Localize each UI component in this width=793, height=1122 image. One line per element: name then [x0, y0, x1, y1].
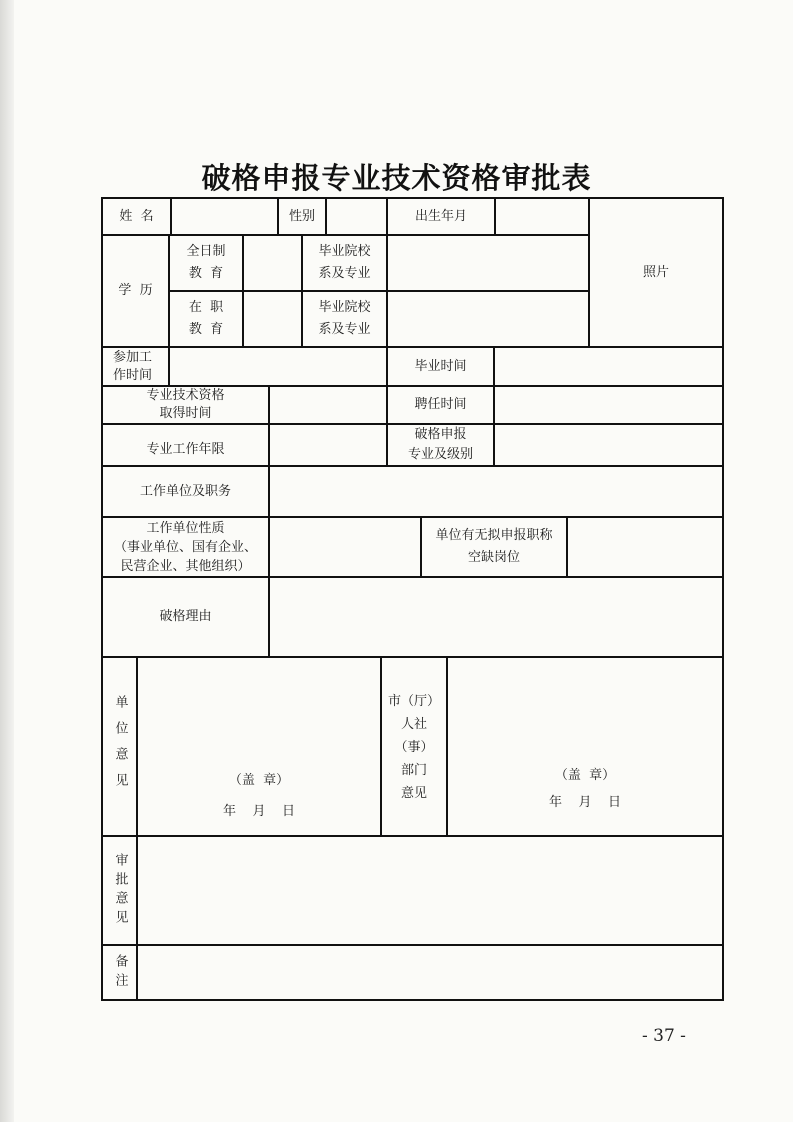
school-major2-line2: 系及专业: [318, 322, 371, 337]
hr-dept-line2: 人社: [400, 717, 427, 732]
graduation-time-label: 毕业时间: [414, 358, 467, 374]
employer-nature-line2: （事业单位、国有企业、: [113, 539, 257, 555]
appointment-time-label: 聘任时间: [414, 397, 467, 412]
breakthrough-major-line2: 专业及级别: [407, 447, 473, 462]
school-major-line1: 毕业院校: [318, 244, 371, 259]
hr-seal: （盖 章）: [554, 768, 616, 783]
name-label: 姓 名: [119, 208, 154, 224]
inservice-line1: 在 职: [188, 300, 224, 315]
hr-dept-line3: （事）: [394, 740, 434, 755]
work-start-line1: 参加工: [113, 349, 153, 365]
hr-dept-line5: 意见: [400, 786, 427, 801]
page-number: - 37 -: [642, 1026, 686, 1046]
fulltime-line1: 全日制: [186, 244, 226, 259]
inservice-line2: 教 育: [188, 322, 224, 337]
education-label: 学 历: [118, 283, 153, 298]
approval-label: 审批意见: [112, 852, 128, 929]
reason-label: 破格理由: [159, 609, 212, 624]
school-major-line2: 系及专业: [318, 266, 371, 281]
qual-time-line1: 专业技术资格: [146, 388, 225, 403]
form-title: 破格申报专业技术资格审批表: [201, 161, 592, 195]
unit-seal: （盖 章）: [228, 773, 290, 788]
unit-opinion-label: 单位意见: [112, 694, 128, 799]
employer-position-label: 工作单位及职务: [139, 483, 231, 499]
remarks-label: 备注: [112, 953, 128, 992]
school-major2-line1: 毕业院校: [318, 300, 371, 315]
photo-label: 照片: [642, 264, 669, 280]
gender-label: 性别: [288, 208, 315, 224]
vacancy-line1: 单位有无拟申报职称: [435, 528, 553, 543]
hr-dept-line4: 部门: [400, 763, 427, 778]
breakthrough-major-line1: 破格申报: [414, 427, 467, 442]
hr-date: 年 月 日: [548, 795, 622, 810]
employer-nature-line3: 民营企业、其他组织）: [120, 558, 251, 574]
unit-date: 年 月 日: [222, 804, 296, 819]
work-years-label: 专业工作年限: [146, 442, 225, 457]
hr-dept-line1: 市（厅）: [387, 694, 440, 709]
work-start-line2: 作时间: [113, 367, 153, 383]
fulltime-line2: 教 育: [188, 266, 224, 281]
vacancy-line2: 空缺岗位: [467, 550, 520, 565]
birth-date-label: 出生年月: [414, 208, 467, 224]
qual-time-line2: 取得时间: [159, 406, 212, 421]
employer-nature-line1: 工作单位性质: [146, 520, 225, 536]
